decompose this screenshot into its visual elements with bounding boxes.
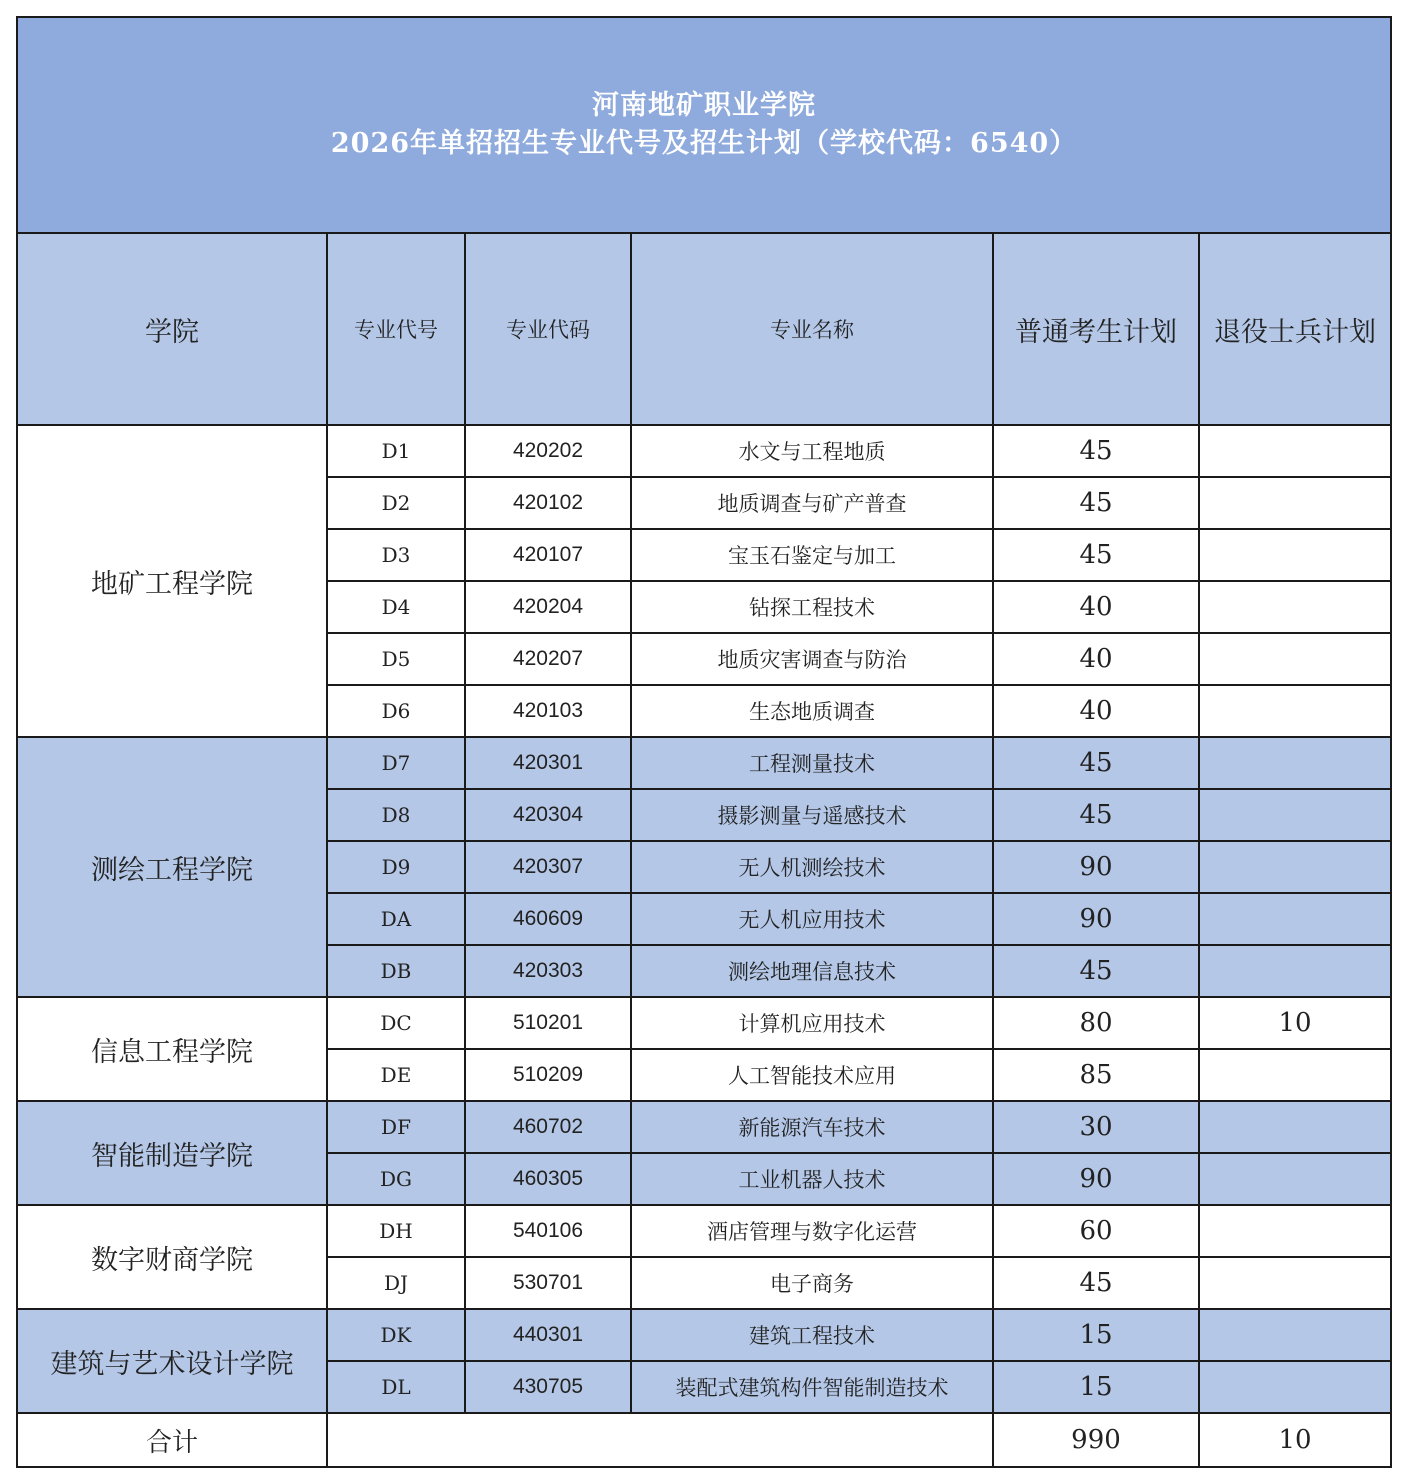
regular-plan-cell: 45 bbox=[993, 789, 1199, 841]
regular-plan-cell: 45 bbox=[993, 1257, 1199, 1309]
major-id-cell: D5 bbox=[327, 633, 465, 685]
veteran-plan-cell bbox=[1199, 737, 1391, 789]
major-id-cell: D4 bbox=[327, 581, 465, 633]
major-name-cell: 宝玉石鉴定与加工 bbox=[631, 529, 993, 581]
table-row bbox=[17, 1205, 1391, 1257]
title-plan-subtitle: 2026年单招招生专业代号及招生计划（学校代码：6540） bbox=[330, 128, 1078, 159]
major-code-cell: 420307 bbox=[465, 841, 631, 893]
college-name-cell: 智能制造学院 bbox=[17, 1101, 327, 1205]
table-row bbox=[17, 737, 1391, 789]
regular-plan-cell: 45 bbox=[993, 477, 1199, 529]
total-veteran: 10 bbox=[1199, 1413, 1391, 1467]
major-id-cell: D1 bbox=[327, 425, 465, 477]
veteran-plan-cell bbox=[1199, 1101, 1391, 1153]
major-code-cell: 510201 bbox=[465, 997, 631, 1049]
major-name-cell: 生态地质调查 bbox=[631, 685, 993, 737]
veteran-plan-cell bbox=[1199, 1049, 1391, 1101]
college-name-cell: 测绘工程学院 bbox=[17, 737, 327, 997]
veteran-plan-cell bbox=[1199, 1257, 1391, 1309]
major-name-cell: 计算机应用技术 bbox=[631, 997, 993, 1049]
major-id-cell: D2 bbox=[327, 477, 465, 529]
major-code-cell: 420303 bbox=[465, 945, 631, 997]
major-code-cell: 420102 bbox=[465, 477, 631, 529]
major-name-cell: 地质灾害调查与防治 bbox=[631, 633, 993, 685]
regular-plan-cell: 30 bbox=[993, 1101, 1199, 1153]
major-name-cell: 建筑工程技术 bbox=[631, 1309, 993, 1361]
major-id-cell: DA bbox=[327, 893, 465, 945]
major-code-cell: 460305 bbox=[465, 1153, 631, 1205]
major-code-cell: 440301 bbox=[465, 1309, 631, 1361]
regular-plan-cell: 90 bbox=[993, 893, 1199, 945]
major-name-cell: 人工智能技术应用 bbox=[631, 1049, 993, 1101]
major-id-cell: DL bbox=[327, 1361, 465, 1413]
veteran-plan-cell bbox=[1199, 1205, 1391, 1257]
major-id-cell: DE bbox=[327, 1049, 465, 1101]
major-code-cell: 420204 bbox=[465, 581, 631, 633]
header-regular-plan: 普通考生计划 bbox=[993, 233, 1199, 425]
regular-plan-cell: 45 bbox=[993, 737, 1199, 789]
title-school-name: 河南地矿职业学院 bbox=[592, 90, 817, 121]
table-title bbox=[17, 17, 1391, 233]
veteran-plan-cell bbox=[1199, 633, 1391, 685]
veteran-plan-cell bbox=[1199, 425, 1391, 477]
table-row bbox=[17, 997, 1391, 1049]
major-name-cell: 新能源汽车技术 bbox=[631, 1101, 993, 1153]
enrollment-plan-table bbox=[16, 16, 1392, 1468]
major-name-cell: 地质调查与矿产普查 bbox=[631, 477, 993, 529]
major-name-cell: 钻探工程技术 bbox=[631, 581, 993, 633]
major-name-cell: 水文与工程地质 bbox=[631, 425, 993, 477]
major-code-cell: 430705 bbox=[465, 1361, 631, 1413]
regular-plan-cell: 45 bbox=[993, 425, 1199, 477]
veteran-plan-cell bbox=[1199, 581, 1391, 633]
major-id-cell: DJ bbox=[327, 1257, 465, 1309]
regular-plan-cell: 90 bbox=[993, 841, 1199, 893]
table-row bbox=[17, 425, 1391, 477]
regular-plan-cell: 40 bbox=[993, 685, 1199, 737]
major-name-cell: 工业机器人技术 bbox=[631, 1153, 993, 1205]
veteran-plan-cell bbox=[1199, 945, 1391, 997]
total-label: 合计 bbox=[17, 1413, 327, 1467]
major-id-cell: DC bbox=[327, 997, 465, 1049]
regular-plan-cell: 90 bbox=[993, 1153, 1199, 1205]
table-row bbox=[17, 1309, 1391, 1361]
veteran-plan-cell bbox=[1199, 1309, 1391, 1361]
header-major-id: 专业代号 bbox=[327, 233, 465, 425]
regular-plan-cell: 85 bbox=[993, 1049, 1199, 1101]
major-code-cell: 460609 bbox=[465, 893, 631, 945]
major-id-cell: DK bbox=[327, 1309, 465, 1361]
total-regular: 990 bbox=[993, 1413, 1199, 1467]
regular-plan-cell: 15 bbox=[993, 1361, 1199, 1413]
table-body bbox=[17, 425, 1391, 1413]
major-name-cell: 无人机测绘技术 bbox=[631, 841, 993, 893]
header-row bbox=[17, 233, 1391, 425]
major-code-cell: 540106 bbox=[465, 1205, 631, 1257]
major-id-cell: D7 bbox=[327, 737, 465, 789]
major-id-cell: D8 bbox=[327, 789, 465, 841]
college-name-cell: 数字财商学院 bbox=[17, 1205, 327, 1309]
veteran-plan-cell bbox=[1199, 1361, 1391, 1413]
major-name-cell: 无人机应用技术 bbox=[631, 893, 993, 945]
major-code-cell: 420202 bbox=[465, 425, 631, 477]
veteran-plan-cell bbox=[1199, 789, 1391, 841]
regular-plan-cell: 45 bbox=[993, 945, 1199, 997]
major-id-cell: DB bbox=[327, 945, 465, 997]
major-name-cell: 测绘地理信息技术 bbox=[631, 945, 993, 997]
regular-plan-cell: 40 bbox=[993, 581, 1199, 633]
veteran-plan-cell bbox=[1199, 529, 1391, 581]
major-name-cell: 电子商务 bbox=[631, 1257, 993, 1309]
college-name-cell: 建筑与艺术设计学院 bbox=[17, 1309, 327, 1413]
college-name-cell: 信息工程学院 bbox=[17, 997, 327, 1101]
major-id-cell: DH bbox=[327, 1205, 465, 1257]
regular-plan-cell: 80 bbox=[993, 997, 1199, 1049]
regular-plan-cell: 45 bbox=[993, 529, 1199, 581]
major-code-cell: 460702 bbox=[465, 1101, 631, 1153]
veteran-plan-cell bbox=[1199, 893, 1391, 945]
major-id-cell: DG bbox=[327, 1153, 465, 1205]
regular-plan-cell: 15 bbox=[993, 1309, 1199, 1361]
total-empty-cell bbox=[327, 1413, 993, 1467]
major-name-cell: 摄影测量与遥感技术 bbox=[631, 789, 993, 841]
table-row bbox=[17, 1101, 1391, 1153]
regular-plan-cell: 60 bbox=[993, 1205, 1199, 1257]
major-id-cell: D6 bbox=[327, 685, 465, 737]
major-code-cell: 420304 bbox=[465, 789, 631, 841]
header-major-code: 专业代码 bbox=[465, 233, 631, 425]
veteran-plan-cell bbox=[1199, 477, 1391, 529]
veteran-plan-cell bbox=[1199, 685, 1391, 737]
major-code-cell: 420103 bbox=[465, 685, 631, 737]
major-id-cell: D3 bbox=[327, 529, 465, 581]
major-id-cell: DF bbox=[327, 1101, 465, 1153]
major-id-cell: D9 bbox=[327, 841, 465, 893]
major-code-cell: 530701 bbox=[465, 1257, 631, 1309]
regular-plan-cell: 40 bbox=[993, 633, 1199, 685]
major-code-cell: 420107 bbox=[465, 529, 631, 581]
veteran-plan-cell bbox=[1199, 1153, 1391, 1205]
header-veteran-plan: 退役士兵计划 bbox=[1199, 233, 1391, 425]
major-code-cell: 420301 bbox=[465, 737, 631, 789]
major-code-cell: 420207 bbox=[465, 633, 631, 685]
major-name-cell: 工程测量技术 bbox=[631, 737, 993, 789]
total-row bbox=[17, 1413, 1391, 1467]
veteran-plan-cell bbox=[1199, 841, 1391, 893]
header-major-name: 专业名称 bbox=[631, 233, 993, 425]
college-name-cell: 地矿工程学院 bbox=[17, 425, 327, 737]
major-name-cell: 装配式建筑构件智能制造技术 bbox=[631, 1361, 993, 1413]
header-college: 学院 bbox=[17, 233, 327, 425]
major-name-cell: 酒店管理与数字化运营 bbox=[631, 1205, 993, 1257]
major-code-cell: 510209 bbox=[465, 1049, 631, 1101]
veteran-plan-cell: 10 bbox=[1199, 997, 1391, 1049]
